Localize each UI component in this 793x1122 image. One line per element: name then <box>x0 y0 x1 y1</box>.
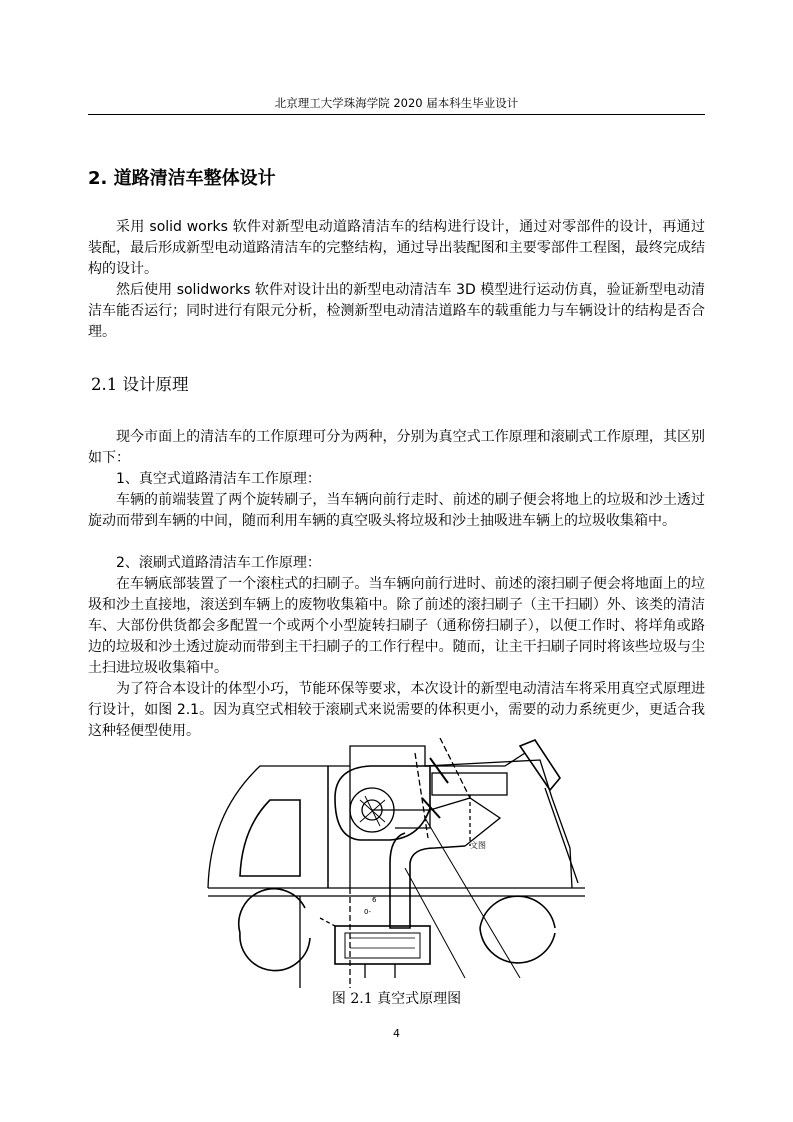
figure-inline-label: 文图 <box>470 841 486 850</box>
page-number: 4 <box>393 1027 400 1040</box>
list-item-title: 2、滚刷式道路清洁车工作原理： <box>116 555 321 571</box>
body-paragraph: 为了符合本设计的体型小巧，节能环保等要求，本次设计的新型电动清洁车将采用真空式原理进行设计，如图 2.1。因为真空式相较于滚刷式来说需要的体积更小，需要的动力系统更少，更适合我这种轻便型使用。 <box>88 681 705 739</box>
running-header: 北京理工大学珠海学院 2020 届本科生毕业设计 <box>274 96 519 110</box>
svg-text:0-: 0- <box>364 908 371 916</box>
section-title: 2. 道路清洁车整体设计 <box>88 168 276 189</box>
body-paragraph: 然后使用 solidworks 软件对设计出的新型电动清洁车 3D 模型进行运动仿真，验证新型电动清洁车能否运行；同时进行有限元分析，检测新型电动清洁道路车的载重能力与车辆设计的结构是否合理。 <box>88 282 705 340</box>
body-paragraph: 现今市面上的清洁车的工作原理可分为两种，分别为真空式工作原理和滚刷式工作原理，其区别如下： <box>88 429 705 466</box>
subsection-title: 2.1 设计原理 <box>91 375 189 394</box>
svg-text:6: 6 <box>372 896 377 904</box>
list-item-title: 1、真空式道路清洁车工作原理： <box>116 471 321 487</box>
header-rule <box>88 114 705 115</box>
body-paragraph: 车辆的前端装置了两个旋转刷子，当车辆向前行走时、前述的刷子便会将地上的垃圾和沙土透过旋动而带到车辆的中间，随而利用车辆的真空吸头将垃圾和沙土抽吸进车辆上的垃圾收集箱中。 <box>88 492 705 529</box>
figure-caption: 图 2.1 真空式原理图 <box>331 991 462 1007</box>
body-paragraph: 在车辆底部装置了一个滚柱式的扫刷子。当车辆向前行进时、前述的滚扫刷子便会将地面上的垃圾和沙土直接地，滚送到车辆上的废物收集箱中。除了前述的滚扫刷子（主干扫刷）外、该类的清洁车、大部份供货都会多配置一个或两个小型旋转扫刷子（通称傍扫刷子），以便工作时、将垟角或路边的垃圾和沙土透过旋动而带到主干扫刷子的工作行程中。随而，让主干扫刷子同时将该些垃圾与尘土扫进垃圾收集箱中。 <box>88 576 705 676</box>
body-paragraph: 采用 solid works 软件对新型电动道路清洁车的结构进行设计，通过对零部件的设计，再通过装配，最后形成新型电动道路清洁车的完整结构，通过导出装配图和主要零部件工程图，最终完成结构的设计。 <box>88 219 705 277</box>
vacuum-principle-diagram <box>200 738 605 988</box>
